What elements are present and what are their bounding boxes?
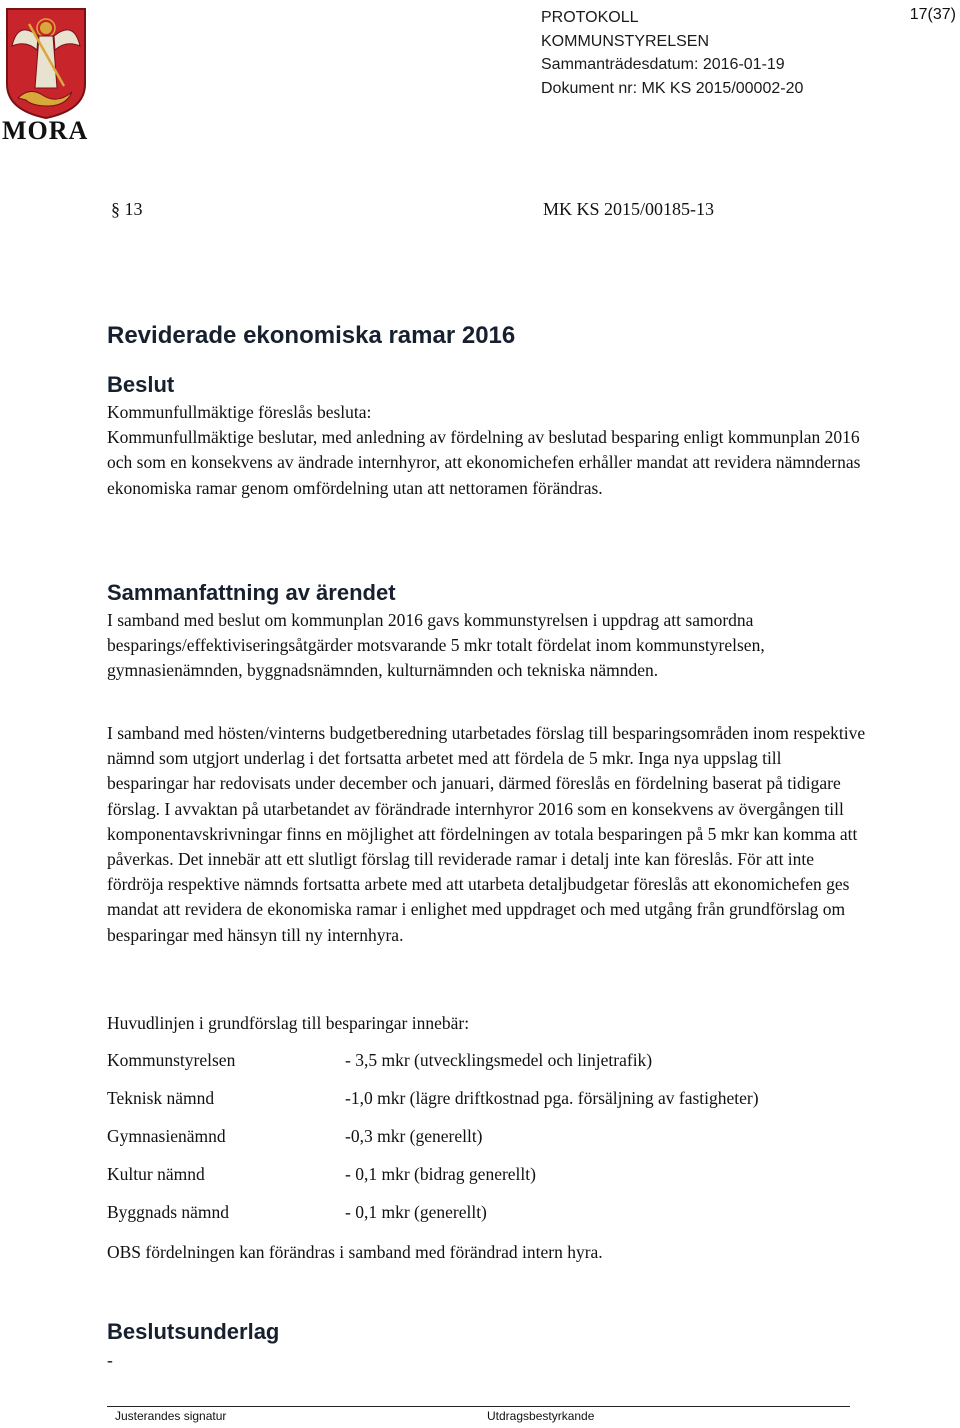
note-text: OBS fördelningen kan förändras i samband med förändrad intern hyra. xyxy=(107,1242,603,1262)
beslut-intro: Kommunfullmäktige föreslås besluta: xyxy=(107,402,372,422)
paragraph-reference: MK KS 2015/00185-13 xyxy=(543,199,715,219)
list-item-amount: - 3,5 mkr (utvecklingsmedel och linjetrafik) xyxy=(345,1050,653,1070)
organization: KOMMUNSTYRELSEN xyxy=(541,32,710,50)
mora-logo xyxy=(2,6,90,145)
list-item-unit: Byggnads nämnd xyxy=(107,1202,230,1222)
document-header xyxy=(541,6,803,100)
list-item-unit: Kultur nämnd xyxy=(107,1164,205,1184)
list-item-unit: Kommunstyrelsen xyxy=(107,1050,236,1070)
list-item-amount: - 0,1 mkr (generellt) xyxy=(345,1202,487,1222)
beslutsunderlag-text: - xyxy=(107,1350,113,1370)
sammanfattning-para2: I samband med hösten/vinterns budgetberedning utarbetades förslag till besparingsområden inom respektive nämnd som utgjort underlag i det fortsatta arbetet med att fördela de 5 mkr. Inga nya uppslag till besparingar har redovisats under december och januari, därmed föreslås en fördelning baserat på tidigare förslag. I avvaktan på utarbetandet av förändrade internhyror 2016 som en konsekvens av övergången till komponentavskrivningar finns en möjlighet att fördelningen av totala besparingen på 5 mkr kan komma att påverkas. Det innebär att ett slutligt förslag till reviderade ramar i detalj inte kan föreslås. För att inte fördröja respektive nämnds fortsatta arbete med att utarbeta detaljbudgetar föreslås att ekonomichefen ges mandat att revidera de ekonomiska ramar i enlighet med uppdraget och med utgång från grundförslag om besparingar med hänsyn till ny internhyra. xyxy=(107,723,866,945)
logo-text: MORA xyxy=(2,116,89,145)
beslut-heading: Beslut xyxy=(107,372,175,397)
beslutsunderlag-heading: Beslutsunderlag xyxy=(107,1319,280,1344)
list-item-unit: Teknisk nämnd xyxy=(107,1088,215,1108)
footer-divider xyxy=(107,1406,850,1407)
list-item-unit: Gymnasienämnd xyxy=(107,1126,226,1146)
footer-extract-label: Utdragsbestyrkande xyxy=(487,1409,595,1423)
list-item-amount: -1,0 mkr (lägre driftkostnad pga. försäljning av fastigheter) xyxy=(345,1088,759,1108)
page-number: 17(37) xyxy=(909,6,956,23)
footer-signature-label: Justerandes signatur xyxy=(115,1409,227,1423)
sammanfattning-heading: Sammanfattning av ärendet xyxy=(107,580,396,605)
list-item-amount: -0,3 mkr (generellt) xyxy=(345,1126,483,1146)
sammanfattning-para1: I samband med beslut om kommunplan 2016 gavs kommunstyrelsen i uppdrag att samordna besparings/effektiviseringsåtgärder motsvarande 5 mkr totalt fördelat inom kommunstyrelsen, gymnasienämnden, byggnadsnämnden, kulturnämnden och tekniska nämnden. xyxy=(107,610,765,681)
document-number: Dokument nr: MK KS 2015/00002-20 xyxy=(541,79,804,97)
list-item-amount: - 0,1 mkr (bidrag generellt) xyxy=(345,1164,536,1184)
list-intro: Huvudlinjen i grundförslag till besparingar innebär: xyxy=(107,1013,470,1033)
doc-type: PROTOKOLL xyxy=(541,9,639,26)
meeting-date: Sammanträdesdatum: 2016-01-19 xyxy=(541,56,785,73)
paragraph-number: § 13 xyxy=(111,199,143,219)
beslut-text: Kommunfullmäktige beslutar, med anledning av fördelning av beslutad besparing enligt kommunplan 2016 och som en konsekvens av ändrade internhyror, att ekonomichefen erhåller mandat att revidera nämndernas ekonomiska ramar genom omfördelning utan att nettoramen förändras. xyxy=(107,427,861,498)
beslut-section xyxy=(107,400,867,501)
page-title: Reviderade ekonomiska ramar 2016 xyxy=(107,322,516,349)
